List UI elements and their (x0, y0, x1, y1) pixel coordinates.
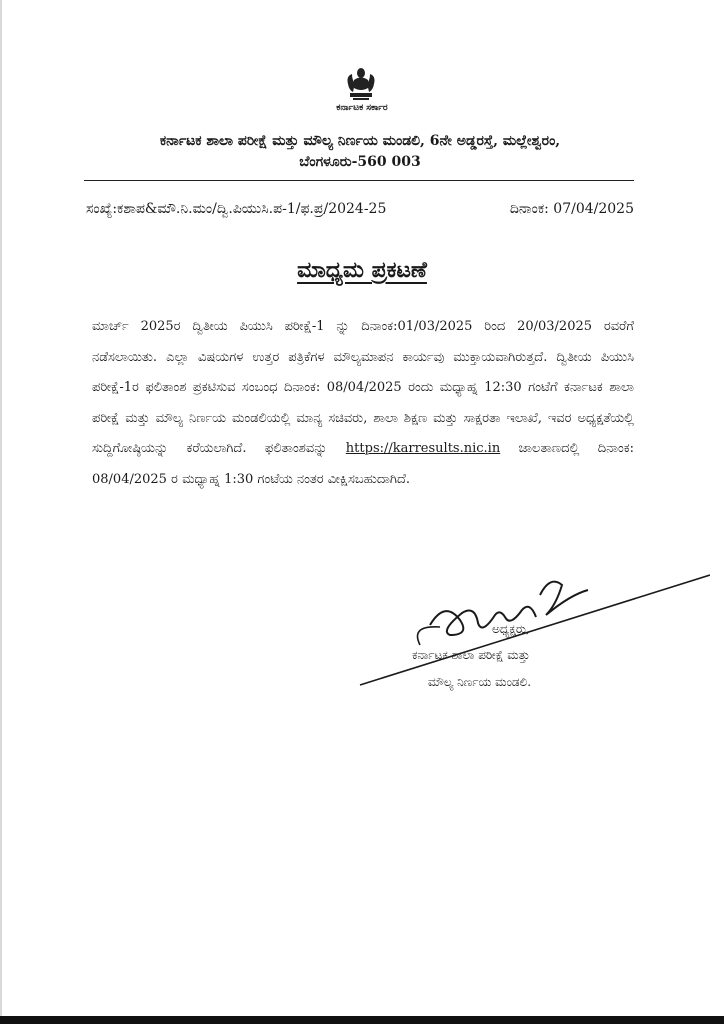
reference-number: ಸಂಖ್ಯೆ:ಕಶಾಪ&ಮೌ.ನಿ.ಮಂ/ದ್ವಿ.ಪಿಯುಸಿ.ಪ-1/ಫ.ಪ್ರ/2024-25 (86, 201, 387, 217)
scan-bottom-edge (0, 1016, 724, 1024)
body-part2: ಜಾಲತಾಣದಲ್ಲಿ ದಿನಾಂಕ: 08/04/2025 ರ ಮಧ್ಯಾಹ್ನ 1:30 ಗಂಟೆಯ ನಂತರ ವೀಕ್ಷಿಸಬಹುದಾಗಿದೆ. (92, 441, 634, 487)
scan-border (0, 0, 2, 1024)
press-release-body (92, 312, 634, 495)
header-divider (84, 180, 634, 181)
signatory-org-line1: ಕರ್ನಾಟಕ ಶಾಲಾ ಪರೀಕ್ಷೆ ಮತ್ತು (412, 648, 530, 662)
reference-date: ದಿನಾಂಕ: 07/04/2025 (509, 201, 634, 217)
reference-line (86, 201, 634, 217)
signatory-org-line2: ಮೌಲ್ಯ ನಿರ್ಣಯ ಮಂಡಲಿ. (428, 675, 532, 689)
signatory-title: ಅಧ್ಯಕ್ಷರು, (492, 622, 530, 636)
government-label: ಕರ್ನಾಟಕ ಸರ್ಕಾರ (336, 103, 388, 113)
board-name-line1: ಕರ್ನಾಟಕ ಶಾಲಾ ಪರೀಕ್ಷೆ ಮತ್ತು ಮೌಲ್ಯ ನಿರ್ಣಯ ಮಂಡಲಿ, 6ನೇ ಅಡ್ಡರಸ್ತೆ, ಮಲ್ಲೇಶ್ವರಂ, (159, 133, 561, 149)
board-name (80, 131, 640, 173)
heading-text: ಮಾಧ್ಯಮ ಪ್ರಕಟಣೆ (297, 257, 427, 283)
board-name-line2: ಬೆಂಗಳೂರು-560 003 (299, 154, 421, 170)
page-title (0, 257, 724, 283)
state-emblem-icon (344, 66, 378, 102)
body-part1: ಮಾರ್ಚ್ 2025ರ ದ್ವಿತೀಯ ಪಿಯುಸಿ ಪರೀಕ್ಷೆ-1 ನ್ನು ದಿನಾಂಕ:01/03/2025 ರಿಂದ 20/03/2025 ರವರೆಗೆ ನಡೆಸಲಾಯಿತು. ಎಲ್ಲಾ ವಿಷಯಗಳ ಉತ್ತರ ಪತ್ರಿಕೆಗಳ ಮೌಲ್ಯಮಾಪನ ಕಾರ್ಯವು ಮುಕ್ತಾಯವಾಗಿರುತ್ತದೆ. ದ್ವಿತೀಯ ಪಿಯುಸಿ ಪರೀಕ್ಷೆ-1ರ ಫಲಿತಾಂಶ ಪ್ರಕಟಿಸುವ ಸಂಬಂಧ ದಿನಾಂಕ: 08/04/2025 ರಂದು ಮಧ್ಯಾಹ್ನ 12:30 ಗಂಟೆಗೆ ಕರ್ನಾಟಕ ಶಾಲಾ ಪರೀಕ್ಷೆ ಮತ್ತು ಮೌಲ್ಯ ನಿರ್ಣಯ ಮಂಡಲಿಯಲ್ಲಿ ಮಾನ್ಯ ಸಚಿವರು, ಶಾಲಾ ಶಿಕ್ಷಣ ಮತ್ತು ಸಾಕ್ಷರತಾ ಇಲಾಖೆ, ಇವರ ಅಧ್ಯಕ್ಷತೆಯಲ್ಲಿ ಸುದ್ದಿಗೋಷ್ಠಿಯನ್ನು ಕರೆಯಲಾಗಿದೆ. ಫಲಿತಾಂಶವನ್ನು (92, 319, 634, 456)
results-url-link[interactable]: https://karresults.nic.in (345, 441, 501, 456)
